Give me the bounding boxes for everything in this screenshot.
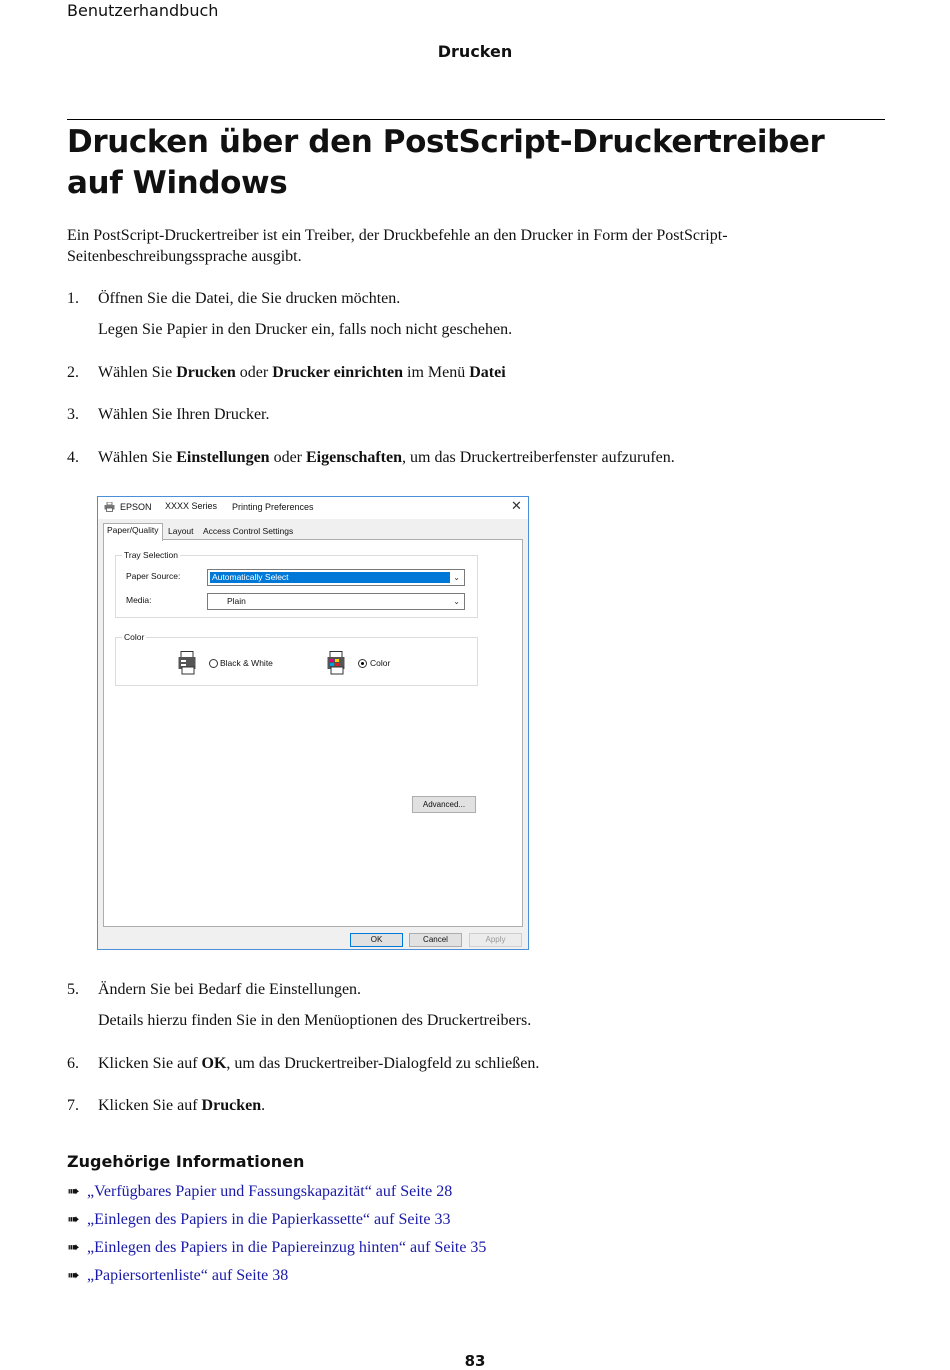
paper-quality-panel xyxy=(103,539,523,927)
arrow-right-icon: ➠ xyxy=(67,1266,80,1284)
related-info-heading: Zugehörige Informationen xyxy=(67,1152,305,1171)
step-text: Wählen Sie Drucken oder Drucker einrichten im Menü Datei xyxy=(98,364,506,381)
color-group-label: Color xyxy=(124,632,145,642)
dialog-title: Printing Preferences xyxy=(232,502,314,512)
tray-selection-group xyxy=(115,550,478,618)
related-link[interactable]: „Einlegen des Papiers in die Papiereinzug hinten“ auf Seite 35 xyxy=(87,1239,487,1256)
paper-source-label: Paper Source: xyxy=(126,571,181,581)
term-eigenschaften: Eigenschaften xyxy=(306,449,402,466)
black-white-printer-icon xyxy=(178,651,198,675)
menu-term-drucker-einrichten: Drucker einrichten xyxy=(272,364,403,381)
arrow-right-icon: ➠ xyxy=(67,1238,80,1256)
related-link[interactable]: „Einlegen des Papiers in die Papierkassette“ auf Seite 33 xyxy=(87,1211,451,1228)
paper-source-value: Automatically Select xyxy=(210,572,450,583)
black-white-label: Black & White xyxy=(220,658,273,668)
media-select[interactable] xyxy=(207,593,465,610)
black-white-radio[interactable] xyxy=(209,659,218,668)
close-icon[interactable]: ✕ xyxy=(511,498,522,513)
color-group xyxy=(115,632,478,686)
related-link[interactable]: „Verfügbares Papier und Fassungskapazität“ auf Seite 28 xyxy=(87,1183,453,1200)
step-number: 7. xyxy=(67,1097,79,1114)
step-text: Wählen Sie Ihren Drucker. xyxy=(98,406,270,423)
dialog-titlebar xyxy=(98,497,528,519)
header-rule xyxy=(67,119,885,120)
apply-button[interactable]: Apply xyxy=(469,933,522,947)
chevron-down-icon: ⌄ xyxy=(453,573,460,582)
dialog-brand: EPSON xyxy=(120,502,152,512)
color-printer-icon xyxy=(327,651,347,675)
step-number: 3. xyxy=(67,406,79,423)
term-drucken: Drucken xyxy=(201,1097,262,1114)
step-1-note: Legen Sie Papier in den Drucker ein, falls noch nicht geschehen. xyxy=(98,321,513,338)
tab-layout[interactable]: Layout xyxy=(168,526,194,536)
step-text: Öffnen Sie die Datei, die Sie drucken möchten. xyxy=(98,290,401,307)
chevron-down-icon: ⌄ xyxy=(453,597,460,606)
tab-paper-quality[interactable]: Paper/Quality xyxy=(103,523,163,541)
step-number: 2. xyxy=(67,364,79,381)
menu-term-datei: Datei xyxy=(469,364,506,381)
step-number: 6. xyxy=(67,1055,79,1072)
step-5-note: Details hierzu finden Sie in den Menüoptionen des Druckertreibers. xyxy=(98,1012,532,1029)
step-number: 4. xyxy=(67,449,79,466)
ok-button[interactable]: OK xyxy=(350,933,403,947)
intro-paragraph: Ein PostScript-Druckertreiber ist ein Treiber, der Druckbefehle an den Drucker in Form der PostScript-Seitenbeschreibungssprache ausgibt. xyxy=(67,227,728,265)
paper-source-select[interactable] xyxy=(207,569,465,586)
arrow-right-icon: ➠ xyxy=(67,1210,80,1228)
step-text: Klicken Sie auf Drucken. xyxy=(98,1097,266,1114)
step-number: 5. xyxy=(67,981,79,998)
color-radio[interactable] xyxy=(358,659,367,668)
related-link[interactable]: „Papiersortenliste“ auf Seite 38 xyxy=(87,1267,289,1284)
printing-preferences-dialog xyxy=(97,496,529,950)
step-text: Klicken Sie auf OK, um das Druckertreiber-Dialogfeld zu schließen. xyxy=(98,1055,540,1072)
step-text: Ändern Sie bei Bedarf die Einstellungen. xyxy=(98,981,362,998)
section-header: Drucken xyxy=(437,42,513,61)
term-ok: OK xyxy=(201,1055,227,1072)
cancel-button[interactable]: Cancel xyxy=(409,933,462,947)
dialog-series: XXXX Series xyxy=(165,501,218,511)
running-header: Benutzerhandbuch xyxy=(67,1,219,20)
arrow-right-icon: ➠ xyxy=(67,1182,80,1200)
printer-icon xyxy=(104,502,115,512)
menu-term-drucken: Drucken xyxy=(176,364,236,381)
media-value: Plain xyxy=(227,596,246,606)
advanced-button[interactable]: Advanced... xyxy=(412,796,476,813)
tray-selection-label: Tray Selection xyxy=(124,550,179,560)
step-number: 1. xyxy=(67,290,79,307)
page-number: 83 xyxy=(464,1352,486,1370)
page-title: Drucken über den PostScript-Druckertreiber auf Windows xyxy=(67,124,825,201)
term-einstellungen: Einstellungen xyxy=(176,449,270,466)
step-text: Wählen Sie Einstellungen oder Eigenschaften, um das Druckertreiberfenster aufzurufen. xyxy=(98,449,675,466)
media-label: Media: xyxy=(126,595,152,605)
tab-access-control-settings[interactable]: Access Control Settings xyxy=(203,526,294,536)
color-label: Color xyxy=(370,658,391,668)
